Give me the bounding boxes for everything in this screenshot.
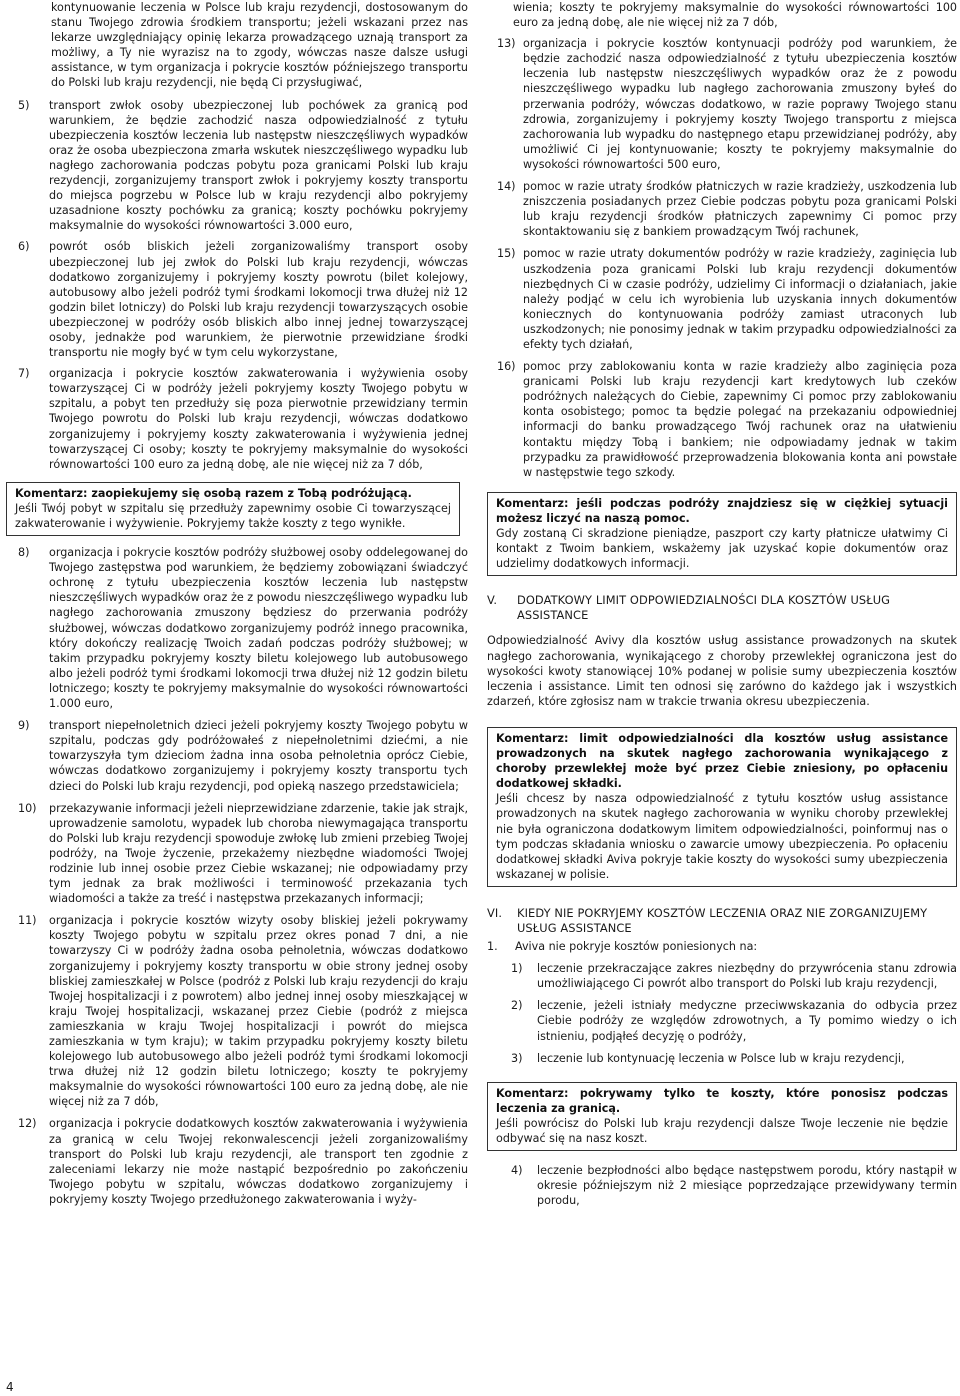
- comment-box-limit: [487, 727, 957, 887]
- left-column: [16, 0, 468, 1207]
- comment-body: Jeśli chcesz by nasza odpowiedzialność z tytułu kosztów usług assistance prowadzonych na skutek nagłego zachorowania w wyniku choroby przewlekłej nie była ograniczona dodatkowym limitem odpowiedzialności, poinformuj nas o tym podczas składania wniosku o zawarcie umowy ubezpieczenia. Po opłaceniu dodatkowej składki Aviva pokryje takie koszty do wysokości sumy ubezpieczenia wskazanej w polisie.: [496, 792, 948, 881]
- list-item-16: 16) pomoc przy zablokowaniu konta w razie kradzieży albo zaginięcia poza granicami Polski lub kraju rezydencji kart kredytowych lub czeków podróżnych należących do Ciebie, zapewnimy Ci pomoc przy zablokowaniu konta osobistego; pomoc ta będzie polegać na przekazaniu odpowiedniej informacji do banku prowadzącego Twój rachunek oraz na ułatwieniu kontaktu między Tobą i bankiem; nie odpowiadamy jednak w takim przypadku za prawidłowość przeprowadzenia blokowania konta ani powstałe w następstwie tego szkody.: [497, 360, 957, 479]
- section-v-body: Odpowiedzialność Avivy dla kosztów usług assistance prowadzonych na skutek nagłego zachorowania, wynikającego z choroby przewlekłej ograniczona jest do wysokości kwoty stanowiącej 10% podanej w polisie sumy ubezpieczenia kosztów leczenia i assistance. Limit ten odnosi się zarówno do każdego jak i wszystkich zdarzeń, które zgłosisz nam w trakcie trwania okresu ubezpieczenia.: [487, 634, 957, 708]
- section-vi-point-1: 1. Aviva nie pokryje kosztów poniesionych na:: [487, 940, 758, 954]
- paragraph-continuation: kontynuowanie leczenia w Polsce lub kraju rezydencji, dostosowanym do stanu Twojego zdrowia środkiem transportu; jeżeli wskazani przez nas lekarze uwzględniający opinię lekarza prowadzącego uznają transport za możliwy, a Ty nie wyrazisz na to zgody, wówczas nasze dalsze usługi assistance, w tym organizacja i pokrycie kosztów późniejszego transportu do Polski lub kraju rezydencji, nie będą Ci przysługiwać,: [51, 1, 468, 90]
- paragraph-continuation: wienia; koszty te pokryjemy maksymalnie do wysokości równowartości 100 euro za jedną dobę, ale nie więcej niż za 7 dób,: [513, 1, 957, 30]
- list-item-8: 8) organizacja i pokrycie kosztów podróży służbowej osoby oddelegowanej do Twojego zastępstwa pod warunkiem, że będziemy zobowiązani świadczyć ochronę z tytułu ubezpieczenia kosztów leczenia lub następstw nieszczęśliwych wypadków oraz że z powodu nieszczęśliwego wypadku lub nagłego zachorowania zmuszony będziesz do przerwania podróży służbowej, wówczas dodatkowo zorganizujemy podróż innego pracownika, który dokończy realizację Twoich zadań podczas podróży służbowej; w takim przypadku pokryjemy koszty biletu kolejowego lub autobusowego albo jeżeli podróż tymi środkami lokomocji trwa dłużej niż 12 godzin biletu lotniczego; koszty te pokryjemy maksymalnie do wysokości równowartości 1.000 euro,: [18, 546, 468, 711]
- comment-body: Jeśli powrócisz do Polski lub kraju rezydencji dalsze Twoje leczenie nie będzie odbywać się na nasz koszt.: [496, 1116, 948, 1145]
- page-number: 4: [6, 1380, 14, 1394]
- list-item-10: 10) przekazywanie informacji jeżeli nieprzewidziane zdarzenie, takie jak strajk, uprowadzenie samolotu, wypadek lub choroba niewymagająca transportu do Polski lub kraju rezydencji spowoduje zwłokę lub zmieni przebieg Twojej podróży, na Twoje życzenie, przekażemy niezbędne wiadomości Twojej rodzinie lub innej osobie przez Ciebie wskazanej; nie odpowiadamy przy tym jednak za brak możliwości i terminowość przekazania tych wiadomości a także za treść i następstwa przekazanych informacji;: [18, 801, 468, 906]
- comment-box-abroad-only: [487, 1082, 957, 1151]
- list-item-13: 13) organizacja i pokrycie kosztów kontynuacji podróży pod warunkiem, że będzie zachodzić nasza odpowiedzialność z tytułu ubezpieczenia kosztów leczenia lub następstw nieszczęśliwych wypadków oraz że z powodu nieszczęśliwego wypadku lub nagłego zachorowania zmuszony byłeś do przerwania podróży, wówczas dodatkowo, w razie poprawy Twojego stanu zdrowia, zorganizujemy i pokryjemy koszty Twojego transportu z miejsca zachorowania lub wypadku do następnego etapu przewidzianej podróży, aby umożliwić Ci jej kontynuowanie; koszty te pokryjemy maksymalnie do wysokości równowartości 500 euro,: [497, 37, 957, 171]
- comment-body: Gdy zostaną Ci skradzione pieniądze, paszport czy karty płatnicze ułatwimy Ci kontakt z Twoim bankiem, wskażemy jak uzyskać kopie dokumentów oraz udzielimy dodatkowych informacji.: [496, 527, 948, 571]
- list-item-9: 9) transport niepełnoletnich dzieci jeżeli pokryjemy koszty Twojego pobytu w szpitalu, podczas gdy podróżowałeś z niepełnoletnimi dziećmi, a nie towarzyszyła tym dzieciom żadna inna osoba pełnoletnia oprócz Ciebie, wówczas dodatkowo zorganizujemy i pokryjemy koszty transportu tych dzieci do Polski lub kraju rezydencji, pod opieką naszego przedstawiciela;: [18, 719, 468, 793]
- exclusion-item-1: 1) leczenie przekraczające zakres niezbędny do przywrócenia stanu zdrowia umożliwiającego Ci powrót albo transport do Polski lub kraju rezydencji,: [511, 962, 957, 991]
- comment-title: Komentarz: limit odpowiedzialności dla kosztów usług assistance prowadzonych na skutek nagłego zachorowania wynikającego z choroby przewlekłej może być przez Ciebie zniesiony, po opłaceniu dodatkowej składki.: [496, 731, 948, 791]
- comment-title: Komentarz: jeśli podczas podróży znajdziesz się w ciężkiej sytuacji możesz liczyć na naszą pomoc.: [496, 496, 948, 525]
- comment-box-companion: [6, 482, 460, 536]
- comment-box-difficult-situation: [487, 492, 957, 576]
- list-item-7: 7) organizacja i pokrycie kosztów zakwaterowania i wyżywienia osoby towarzyszącej Ci w podróży jeżeli pokryjemy koszty Twojego pobytu w szpitalu, a pobyt ten przedłuży się poza pierwotnie przewidziany termin Twojego powrotu do Polski lub kraju rezydencji, wówczas dodatkowo zorganizujemy i pokryjemy koszty zakwaterowania i wyżywienia jednej towarzyszącej Ci osoby; koszty te pokryjemy maksymalnie do wysokości równowartości 100 euro za jedną dobę, ale nie więcej niż za 7 dób,: [18, 367, 468, 471]
- list-item-5: 5) transport zwłok osoby ubezpieczonej lub pochówek za granicą pod warunkiem, że będzie zachodzić nasza odpowiedzialność z tytułu ubezpieczenia kosztów leczenia lub następstw nieszczęśliwych wypadków oraz że osoba ubezpieczona zmarła wskutek nieszczęśliwego wypadku lub nagłego zachorowania podczas pobytu poza granicami Polski lub kraju rezydencji, zorganizujemy transport zwłok i pokryjemy koszty transportu do miejsca pogrzebu w Polsce lub w kraju rezydencji albo pokryjemy uzasadnione koszty pochówku za granicą; koszty pochówku pokryjemy maksymalnie do wysokości równowartości 3.000 euro,: [18, 98, 468, 233]
- list-item-12: 12) organizacja i pokrycie dodatkowych kosztów zakwaterowania i wyżywienia za granicą w celu Twojej rekonwalescencji jeżeli zorganizowaliśmy transport do Polski lub kraju rezydencji, ale transport ten zgodnie z zaleceniami lekarzy nie może nastąpić bezpośrednio po zakończeniu Twojego pobytu w szpitalu, wówczas dodatkowo zorganizujemy i pokryjemy koszty Twojego przedłużonego zakwaterowania i wyży-: [18, 1117, 468, 1206]
- exclusion-item-3: 3) leczenie lub kontynuację leczenia w Polsce lub w kraju rezydencji,: [511, 1051, 905, 1065]
- list-item-11: 11) organizacja i pokrycie kosztów wizyty osoby bliskiej jeżeli pokrywamy koszty Twojego pobytu w szpitalu przez okres ponad 7 dni, a nie towarzyszy Ci w podróży żadna osoba pełnoletnia, wówczas dodatkowo zorganizujemy i pokryjemy koszty transportu w obie strony jednej osoby bliskiej zamieszkałej w Polsce (podróż z Polski lub kraju rezydencji do kraju Twojej hospitalizacji i z powrotem) albo jednej innej osoby mieszkającej w kraju Twojej hospitalizacji, wskazanej przez Ciebie (podróż z miejsca zamieszkania w kraju Twojej hospitalizacji i powrót do miejsca zamieszkania w tym kraju); w takim przypadku pokryjemy koszty biletu kolejowego lub autobusowego albo jeżeli podróż tymi środkami lokomocji trwa dłużej niż 12 godzin biletu lotniczego; koszty te pokryjemy maksymalnie do wysokości równowartości 100 euro za jedną dobę, ale nie więcej niż za 7 dób,: [18, 914, 468, 1109]
- comment-title: Komentarz: pokrywamy tylko te koszty, które ponosisz podczas leczenia za granicą.: [496, 1086, 948, 1115]
- list-item-6: 6) powrót osób bliskich jeżeli zorganizowaliśmy transport osoby ubezpieczonej lub jej zwłok do Polski lub kraju rezydencji, wówczas dodatkowo zorganizujemy i pokryjemy koszty powrotu (bilet kolejowy, autobusowy albo jeżeli podróż tymi środkami lokomocji trwa dłużej niż 12 godzin bilet lotniczy) do Polski lub kraju rezydencji towarzyszących osobie ubezpieczonej w podróży osób bliskich albo innej jednej towarzyszącej osoby, jednakże pod warunkiem, że pierwotnie przewidziane środki transportu nie mogły być w tym celu wykorzystane,: [18, 240, 468, 360]
- comment-title: Komentarz: zaopiekujemy się osobą razem z Tobą podróżującą.: [15, 486, 412, 500]
- right-column: [487, 0, 957, 1208]
- list-item-15: 15) pomoc w razie utraty dokumentów podróży w razie kradzieży, zaginięcia lub uszkodzenia poza granicami Polski lub kraju rezydencji dokumentów niezbędnych Ci w czasie podróży, udzielimy Ci informacji o działaniach, jakie należy podjąć w celu ich wyrobienia lub uzyskania innych dokumentów koniecznych do kontynuowania podróży zamiast utraconych lub uszkodzonych; nie ponosimy jednak w takim przypadku odpowiedzialności za efekty tych działań,: [497, 247, 957, 351]
- list-item-14: 14) pomoc w razie utraty środków płatniczych w razie kradzieży, uszkodzenia lub zniszczenia posiadanych przez Ciebie podczas pobytu poza granicami Polski lub kraju rezydencji środków płatniczych zapewnimy Ci pomoc przy skontaktowaniu się z bankiem prowadzącym Twój rachunek,: [497, 180, 957, 239]
- section-heading-v: V. DODATKOWY LIMIT ODPOWIEDZIALNOŚCI DLA KOSZTÓW USŁUG ASSISTANCE: [487, 593, 891, 623]
- exclusion-item-4: 4) leczenie bezpłodności albo będące następstwem porodu, który nastąpił w okresie późniejszym niż 2 miesiące poprzedzające przewidywany termin porodu,: [511, 1164, 957, 1208]
- exclusion-item-2: 2) leczenie, jeżeli istniały medyczne przeciwwskazania do odbycia przez Ciebie podróży ze względów zdrowotnych, a Ty pomimo wiedzy o ich istnieniu, podjąłeś decyzję o podróży,: [511, 999, 957, 1043]
- section-heading-vi: VI. KIEDY NIE POKRYJEMY KOSZTÓW LECZENIA ORAZ NIE ZORGANIZUJEMY USŁUG ASSISTANCE: [487, 905, 928, 935]
- comment-body: Jeśli Twój pobyt w szpitalu się przedłuży zapewnimy osobie Ci towarzyszącej zakwaterowanie i wyżywienie. Pokryjemy także koszty z tego wynikłe.: [15, 501, 451, 530]
